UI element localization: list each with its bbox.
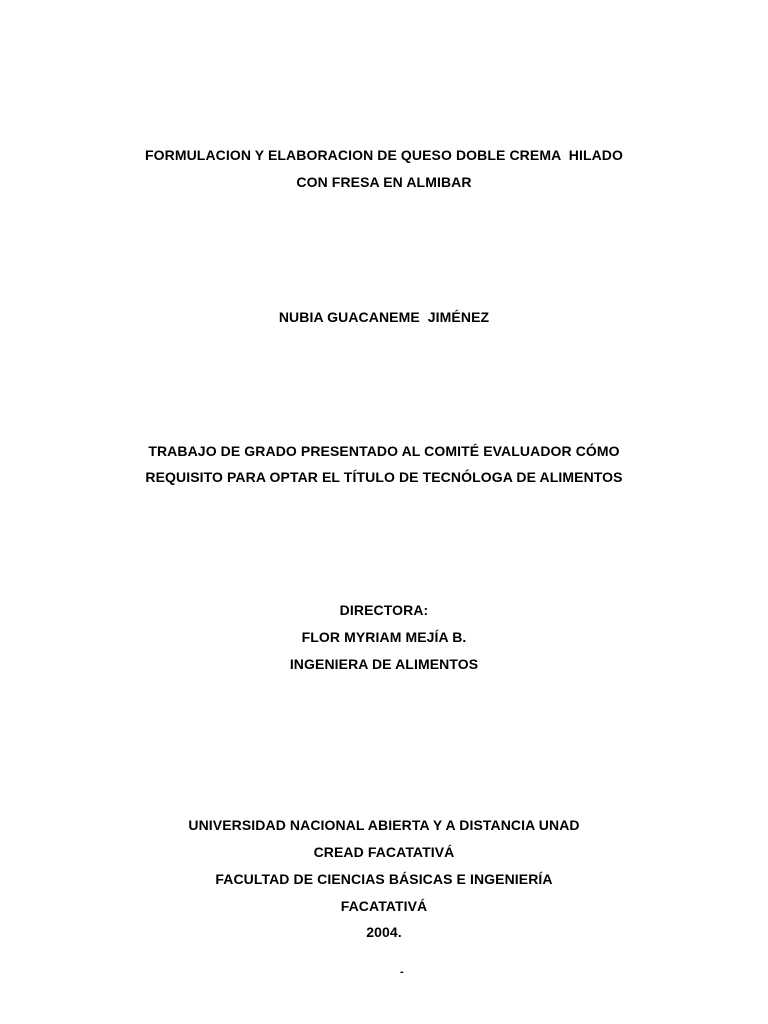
footer-mark: - [400,966,404,978]
purpose-line-2: REQUISITO PARA OPTAR EL TÍTULO DE TECNÓLOGA DE ALIMENTOS [145,469,623,485]
university-name: UNIVERSIDAD NACIONAL ABIERTA Y A DISTANCIA UNAD [188,817,580,833]
cread-center: CREAD FACATATIVÁ [313,844,455,860]
director-role: INGENIERA DE ALIMENTOS [289,656,479,672]
city-name: FACATATIVÁ [340,898,428,914]
title-line-1: FORMULACION Y ELABORACION DE QUESO DOBLE CREMA HILADO [144,147,624,163]
year: 2004. [366,924,402,940]
faculty-name: FACULTAD DE CIENCIAS BÁSICAS E INGENIERÍA [215,871,553,887]
director-name: FLOR MYRIAM MEJÍA B. [301,629,467,645]
director-heading: DIRECTORA: [339,602,429,618]
purpose-line-1: TRABAJO DE GRADO PRESENTADO AL COMITÉ EVALUADOR CÓMO [148,443,620,459]
title-line-2: CON FRESA EN ALMIBAR [296,174,472,190]
author-name: NUBIA GUACANEME JIMÉNEZ [278,309,490,325]
